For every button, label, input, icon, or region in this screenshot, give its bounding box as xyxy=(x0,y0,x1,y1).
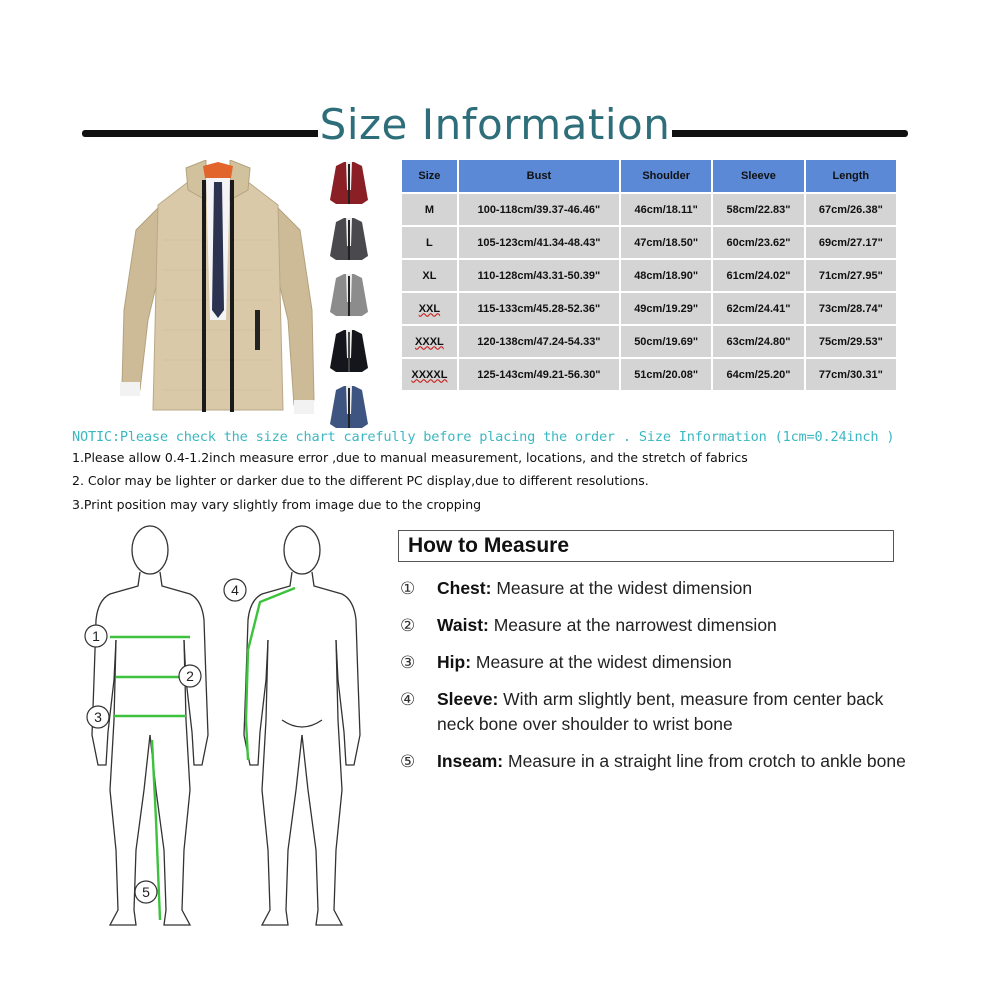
measure-number: ④ xyxy=(400,690,416,709)
cell-size: XL xyxy=(401,259,458,292)
cell-size: XXXXL xyxy=(401,358,458,391)
cell-length: 67cm/26.38" xyxy=(805,193,897,226)
table-row xyxy=(401,193,897,226)
cell-shoulder: 50cm/19.69" xyxy=(620,325,712,358)
jacket-thumb-red[interactable] xyxy=(328,160,370,206)
cell-length: 69cm/27.17" xyxy=(805,226,897,259)
cell-length: 77cm/30.31" xyxy=(805,358,897,391)
cell-shoulder: 51cm/20.08" xyxy=(620,358,712,391)
measure-label: Hip: xyxy=(437,652,472,672)
cell-shoulder: 46cm/18.11" xyxy=(620,193,712,226)
front-body-figure xyxy=(92,526,208,925)
note-3: 3.Print position may vary slightly from image due to the cropping xyxy=(72,497,482,512)
cell-sleeve: 64cm/25.20" xyxy=(712,358,804,391)
size-table-header xyxy=(401,159,897,193)
header-length: Length xyxy=(805,159,897,193)
cell-sleeve: 58cm/22.83" xyxy=(712,193,804,226)
cell-sleeve: 63cm/24.80" xyxy=(712,325,804,358)
size-notice: NOTIC:Please check the size chart carefully before placing the order . Size Information (1cm=0.24inch ) xyxy=(72,429,895,445)
cell-length: 71cm/27.95" xyxy=(805,259,897,292)
cell-sleeve: 62cm/24.41" xyxy=(712,292,804,325)
table-row xyxy=(401,325,897,358)
measure-label: Inseam: xyxy=(437,751,504,771)
page-title: Size Information xyxy=(319,100,671,149)
body-measurement-figures xyxy=(70,520,390,940)
measure-number: ① xyxy=(400,579,416,598)
marker-label-3: 3 xyxy=(94,709,102,725)
jacket-thumb-black[interactable] xyxy=(328,328,370,374)
cell-shoulder: 49cm/19.29" xyxy=(620,292,712,325)
note-2: 2. Color may be lighter or darker due to the different PC display,due to different resolutions. xyxy=(72,473,649,488)
cell-size: L xyxy=(401,226,458,259)
jacket-thumb-blue[interactable] xyxy=(328,384,370,430)
cell-bust: 120-138cm/47.24-54.33" xyxy=(458,325,620,358)
cell-bust: 105-123cm/41.34-48.43" xyxy=(458,226,620,259)
jacket-thumb-light-gray[interactable] xyxy=(328,272,370,318)
measure-description: Measure at the widest dimension xyxy=(471,652,732,672)
table-row xyxy=(401,259,897,292)
cell-size: XXXL xyxy=(401,325,458,358)
table-row xyxy=(401,358,897,391)
measure-number: ⑤ xyxy=(400,752,416,771)
marker-label-5: 5 xyxy=(142,884,150,900)
how-to-measure-header xyxy=(398,530,894,562)
cell-sleeve: 60cm/23.62" xyxy=(712,226,804,259)
cell-bust: 125-143cm/49.21-56.30" xyxy=(458,358,620,391)
table-row xyxy=(401,292,897,325)
measure-description: Measure at the narrowest dimension xyxy=(488,615,777,635)
marker-label-2: 2 xyxy=(186,668,194,684)
cell-sleeve: 61cm/24.02" xyxy=(712,259,804,292)
measure-description: Measure in a straight line from crotch to ankle bone xyxy=(503,751,906,771)
measure-label: Sleeve: xyxy=(437,689,499,709)
measure-label: Chest: xyxy=(437,578,492,598)
header-sleeve: Sleeve xyxy=(712,159,804,193)
measurement-lines xyxy=(110,588,295,920)
title-banner xyxy=(80,100,910,160)
header-bust: Bust xyxy=(458,159,620,193)
measure-description: With arm slightly bent, measure from center back neck bone over shoulder to wrist bone xyxy=(437,689,884,734)
how-to-measure-title: How to Measure xyxy=(408,534,570,557)
measure-description: Measure at the widest dimension xyxy=(491,578,753,598)
jacket-thumb-dark-gray[interactable] xyxy=(328,216,370,262)
cell-size: M xyxy=(401,193,458,226)
measure-number: ② xyxy=(400,616,416,635)
note-1: 1.Please allow 0.4-1.2inch measure error ,due to manual measurement, locations, and the stretch of fabrics xyxy=(72,450,748,465)
cell-size: XXL xyxy=(401,292,458,325)
cell-shoulder: 48cm/18.90" xyxy=(620,259,712,292)
jacket-main-image xyxy=(118,160,318,422)
cell-bust: 110-128cm/43.31-50.39" xyxy=(458,259,620,292)
cell-length: 73cm/28.74" xyxy=(805,292,897,325)
color-thumbnails xyxy=(328,160,374,440)
cell-bust: 115-133cm/45.28-52.36" xyxy=(458,292,620,325)
header-shoulder: Shoulder xyxy=(620,159,712,193)
size-table xyxy=(400,158,898,392)
measure-number: ③ xyxy=(400,653,416,672)
marker-label-1: 1 xyxy=(92,628,100,644)
measure-label: Waist: xyxy=(437,615,489,635)
cell-length: 75cm/29.53" xyxy=(805,325,897,358)
cell-bust: 100-118cm/39.37-46.46" xyxy=(458,193,620,226)
table-row xyxy=(401,226,897,259)
cell-shoulder: 47cm/18.50" xyxy=(620,226,712,259)
back-body-figure xyxy=(244,526,360,925)
marker-label-4: 4 xyxy=(231,582,239,598)
header-size: Size xyxy=(401,159,458,193)
